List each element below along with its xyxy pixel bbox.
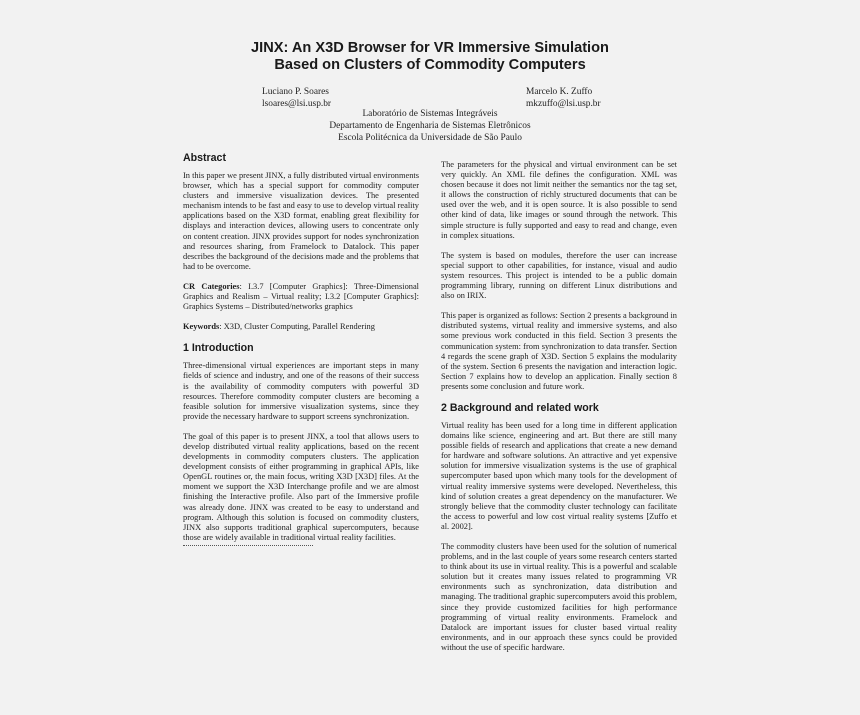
affiliation-school: Escola Politécnica da Universidade de São Paulo (338, 133, 522, 143)
section-2-paragraph-1: Virtual reality has been used for a long time in different application domains like science, engineering and art. But there are still many possible fields of research and applications that create a new demand for hardware and software solutions. An attractive and yet expensive solution for immersive visualization systems is the use of graphical supercomputer based upon which many tools for the development of virtual reality immersive systems were developed. Nevertheless, this kind of solution creates a great dependency on the manufacturer. We strongly believe that the commodity cluster technology can facilitate the access to powerful and low cost virtual reality systems [Zuffo et al. 2002]. (441, 420, 677, 531)
keywords-label: Keywords (183, 322, 220, 332)
right-column (441, 160, 677, 663)
cr-categories-label: CR Categories (183, 281, 240, 291)
right-paragraph-3: This paper is organized as follows: Section 2 presents a background in distributed systems, virtual reality and immersive systems, and also some previous work conducted in this field. Section 3 presents the communication system: from synchronization to data transfer. Section 4 regards the scene graph of X3D. Section 5 explains the modularity of the system. Section 6 presents the navigation and interaction logic. Section 7 explains how to develop an application. Finally section 8 presents some conclusion and future work. (441, 311, 677, 391)
author-2 (526, 86, 601, 110)
keywords (183, 322, 419, 332)
title-line-1: JINX: An X3D Browser for VR Immersive Simulation (251, 40, 609, 56)
section-1-paragraph-1: Three-dimensional virtual experiences are important steps in many fields of science and industry, and one of the reasons of their success is the availability of commodity computers with powerful 3D resources. Therefore commodity computer clusters are becoming a feasible solution for immersive visualization systems, since they provide the necessary hardware to support screens synchronization. (183, 361, 419, 421)
section-1-paragraph-2: The goal of this paper is to present JINX, a tool that allows users to develop distributed virtual reality applications, based on the recent developments in commodity computers clusters. The application development consists of either programming in graphical APIs, like OpenGL routines or, the main focus, writing X3D [X3D] files. At the moment we support the X3D Interchange profile and we are almost finishing the Interactive profile. Also part of the Immersive profile was already done. JINX was created to be easy to understand and program. Although this solution is focused on commodity clusters, JINX also supports traditional graphical supercomputers, because those are widely available in traditional virtual reality facilities. (183, 431, 419, 542)
affiliation (0, 108, 860, 144)
abstract-heading: Abstract (183, 152, 226, 164)
section-2-heading: 2 Background and related work (441, 401, 599, 414)
title-line-2: Based on Clusters of Commodity Computers (274, 57, 586, 73)
author-1-name: Luciano P. Soares (262, 87, 329, 97)
section-1-heading: 1 Introduction (183, 342, 254, 355)
cr-categories (183, 282, 419, 312)
right-paragraph-2: The system is based on modules, therefore the user can increase special support to other capabilities, for instance, visual and audio system resources. This project is intended to be a public domain programming library, running on different Linux distributions and also on IRIX. (441, 250, 677, 301)
abstract-text: In this paper we present JINX, a fully distributed virtual environments browser, which has a special support for commodity computer clusters and immersive visualization devices. The presented mechanism intends to be fast and easy to use to develop virtual reality applications based on the X3D format, enabling great flexibility for displays and interaction devices, allowing users to concentrate only on content creation. JINX provides support for nodes synchronization and resources sharing, from Framelock to Datalock. This paper describes the background of the decisions made and the problems that had to be overcome. (183, 171, 419, 271)
author-1 (262, 86, 331, 110)
section-2-paragraph-2: The commodity clusters have been used for the solution of numerical problems, and in the last couple of years some research centers started to think about its use in virtual reality. This is a powerful and scalable solution but it creates many issues related to programming VR environments such as synchronization, data distribution and managing. The traditional graphic supercomputers avoid this problem, since they provide customized facilities for high performance programming of virtual reality environments. Framelock and Datalock are important issues for cluster based virtual reality environments, and in our approach these syncs could be provided without the use of specific hardware. (441, 542, 677, 652)
cr-categories-text: : I.3.7 [Computer Graphics]: Three-Dimensional Graphics and Realism – Virtual reality; I.3.2 [Computer Graphics]: Graphics Systems – Distributed/networks graphics (183, 281, 419, 312)
keywords-text: : X3D, Cluster Computing, Parallel Rendering (219, 322, 375, 332)
right-paragraph-1: The parameters for the physical and virtual environment can be set very quickly. An XML file defines the configuration. XML was chosen because it does not limit neither the semantics nor the tag set, it allows the construction of richly structured documents that can be used over the web, and it is open source. It is also possible to send other kind of data, like images or sound through the network. This simple structure is fully supported and easy to read and change, even in complex situations. (441, 160, 677, 240)
author-2-email: mkzuffo@lsi.usp.br (526, 99, 601, 109)
footnote-rule (183, 545, 313, 546)
paper-title (0, 40, 860, 74)
author-1-email: lsoares@lsi.usp.br (262, 99, 332, 109)
left-column (183, 152, 419, 546)
affiliation-lab: Laboratório de Sistemas Integráveis (362, 109, 498, 119)
author-2-name: Marcelo K. Zuffo (526, 87, 593, 97)
affiliation-department: Departamento de Engenharia de Sistemas Eletrônicos (329, 121, 531, 131)
